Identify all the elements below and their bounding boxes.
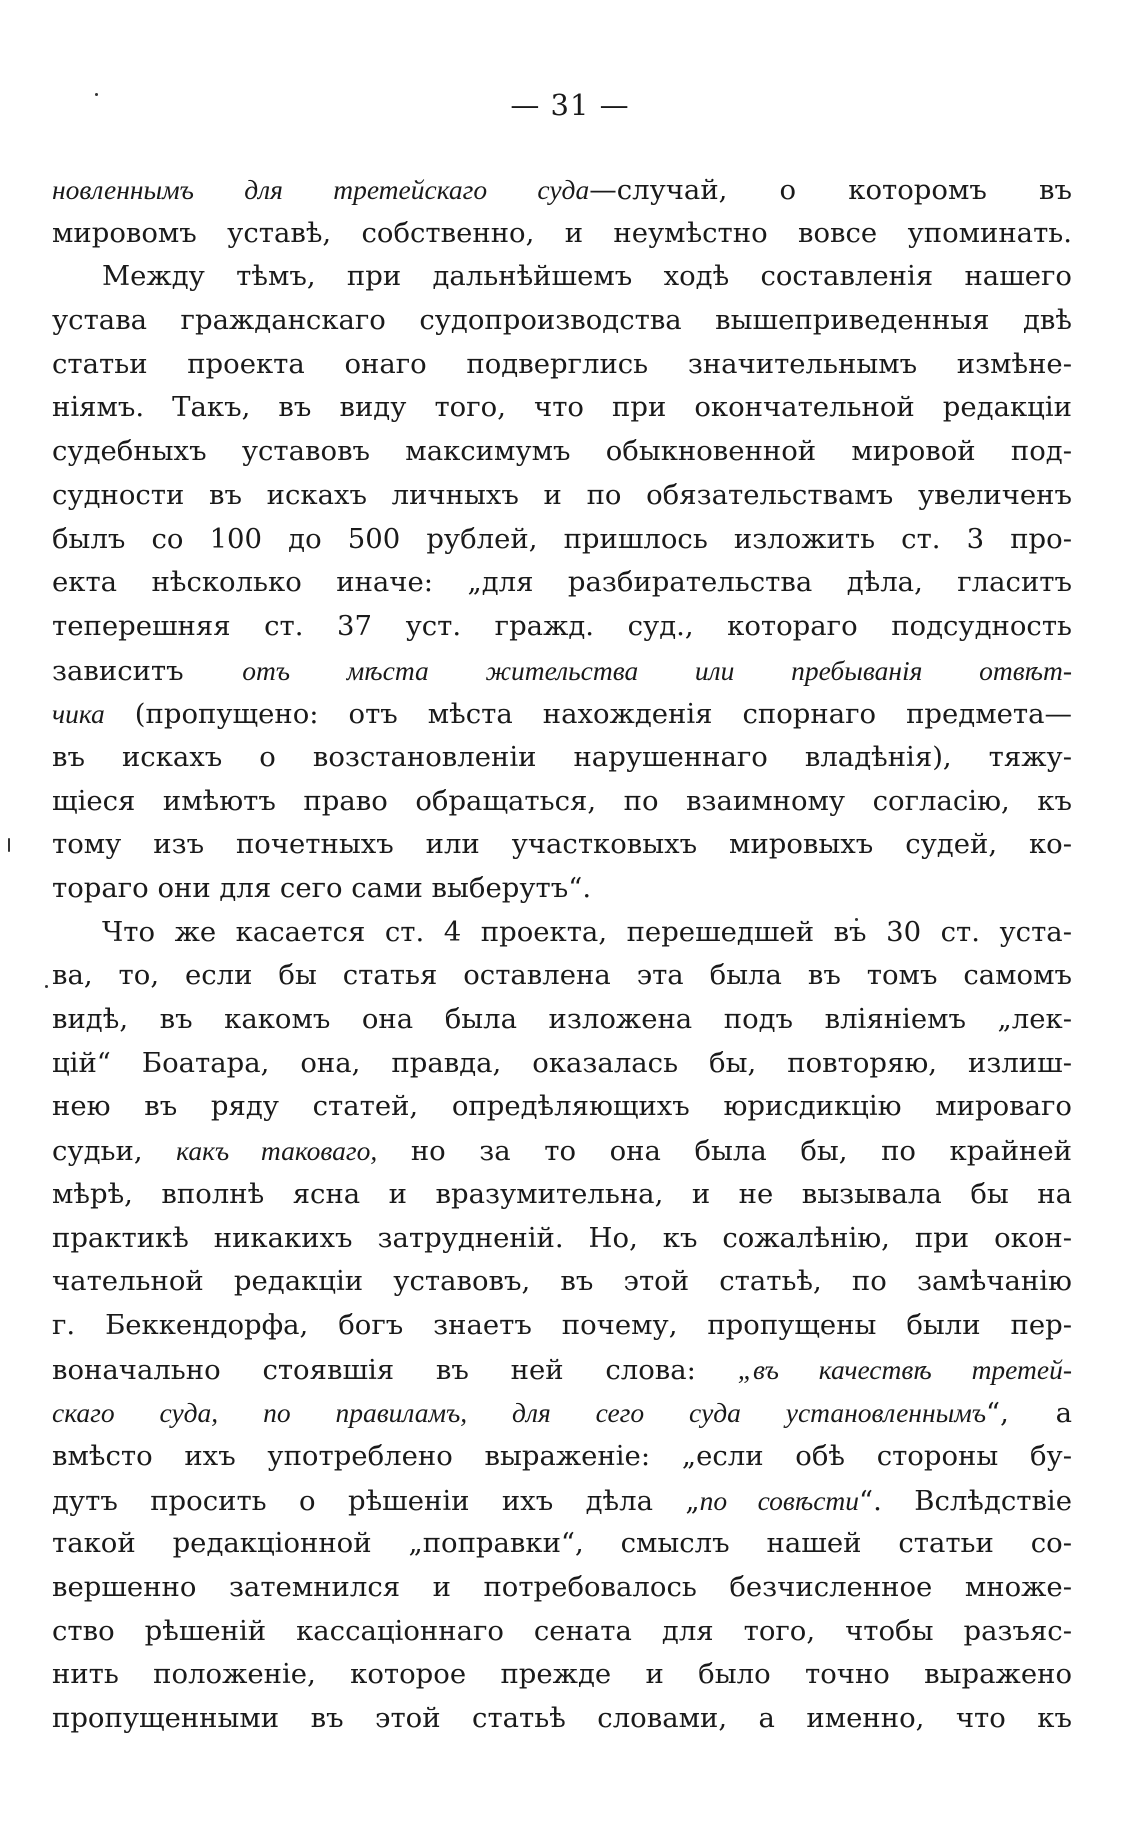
print-speck	[8, 838, 10, 852]
text-span: видѣ, въ какомъ она была изложена подъ вліяніемъ „лек-	[52, 1003, 1072, 1036]
text-span: былъ со 100 до 500 рублей, пришлось изложить ст. 3 про-	[52, 522, 1072, 555]
italic-span: скаго суда, по правиламъ, для сего суда установленнымъ	[52, 1397, 987, 1429]
text-span: дутъ просить о рѣшеніи ихъ дѣла „	[52, 1484, 700, 1517]
text-line	[52, 1522, 1072, 1566]
text-line	[52, 343, 1072, 387]
text-line	[52, 1610, 1072, 1654]
text-line	[52, 1260, 1072, 1304]
print-speck	[95, 93, 98, 96]
body-text	[52, 168, 1072, 1741]
text-line	[52, 736, 1072, 780]
text-span: нею въ ряду статей, опредѣляющихъ юрисдикцію мироваго	[52, 1090, 1072, 1123]
text-span: пропущенными въ этой статьѣ словами, а именно, что къ	[52, 1702, 1072, 1735]
print-speck	[45, 985, 48, 988]
text-span: (пропущено: отъ мѣста нахожденія спорнаго предмета—	[104, 698, 1072, 731]
text-span: вмѣсто ихъ употреблено выраженіе: „если обѣ стороны бу-	[52, 1439, 1072, 1472]
text-span: но за то она была бы, по крайней	[377, 1135, 1072, 1168]
text-span: воначально стоявшія въ ней слова:	[52, 1353, 738, 1386]
text-span: тому изъ почетныхъ или участковыхъ мировыхъ судей, ко-	[52, 828, 1072, 861]
text-line	[52, 1129, 1072, 1173]
text-line	[52, 823, 1072, 867]
text-span: ство рѣшеній кассаціоннаго сената для того, чтобы разъяс-	[52, 1614, 1072, 1647]
italic-span: какъ таковаго,	[176, 1135, 378, 1167]
text-span: судебныхъ уставовъ максимумъ обыкновенной мировой под-	[52, 435, 1072, 468]
italic-span: „въ качествѣ третей-	[737, 1353, 1072, 1385]
text-line	[52, 1348, 1072, 1392]
text-span: щіеся имѣютъ право обращаться, по взаимному согласію, къ	[52, 784, 1072, 817]
text-span: Что же касается ст. 4 проекта, перешедшей въ 30 ст. уста-	[102, 915, 1072, 948]
text-span: такой редакціонной „поправки“, смыслъ нашей статьи со-	[52, 1527, 1072, 1560]
text-span: Между тѣмъ, при дальнѣйшемъ ходѣ составленія нашего	[102, 260, 1072, 293]
text-span: ва, то, если бы статья оставлена эта была въ томъ самомъ	[52, 959, 1072, 992]
italic-span: новленнымъ для третейскаго суда	[52, 174, 590, 205]
text-line	[52, 430, 1072, 474]
text-line	[52, 518, 1072, 562]
text-span: практикѣ никакихъ затрудненій. Но, къ сожалѣнію, при окон-	[52, 1221, 1072, 1254]
text-span: тораго они для сего сами выберутъ“.	[52, 872, 592, 904]
text-span: “. Вслѣдствіе	[859, 1484, 1072, 1517]
text-line	[52, 911, 1072, 955]
text-line	[52, 168, 1072, 212]
text-span: цій“ Боатара, она, правда, оказалась бы, повторяю, излиш-	[52, 1046, 1072, 1079]
text-line	[52, 212, 1072, 256]
text-span: мѣрѣ, вполнѣ ясна и вразумительна, и не вызывала бы на	[52, 1177, 1072, 1210]
text-line	[52, 474, 1072, 518]
text-span: чательной редакціи уставовъ, въ этой статьѣ, по замѣчанію	[52, 1265, 1072, 1298]
text-span: екта нѣсколько иначе: „для разбирательства дѣла, гласитъ	[52, 566, 1072, 599]
text-span: мировомъ уставѣ, собственно, и неумѣстно вовсе упоминать.	[52, 216, 1072, 249]
text-span: въ искахъ о возстановленіи нарушеннаго владѣнія), тяжу-	[52, 740, 1072, 773]
text-line	[52, 1085, 1072, 1129]
text-span: судности въ искахъ личныхъ и по обязательствамъ увеличенъ	[52, 478, 1072, 511]
text-line	[52, 386, 1072, 430]
text-line	[52, 649, 1072, 693]
text-span: зависитъ	[52, 654, 243, 687]
text-span: теперешняя ст. 37 уст. гражд. суд., котораго подсудность	[52, 609, 1072, 642]
text-line	[52, 299, 1072, 343]
italic-span: по совѣсти	[699, 1484, 860, 1516]
text-line	[52, 1042, 1072, 1086]
text-line	[52, 998, 1072, 1042]
italic-span: чика	[52, 698, 105, 730]
text-line	[52, 1304, 1072, 1348]
text-span: г. Беккендорфа, богъ знаетъ почему, пропущены были пер-	[52, 1308, 1072, 1341]
text-line	[52, 867, 1072, 911]
text-line	[52, 1391, 1072, 1435]
text-span: “, а	[986, 1397, 1072, 1430]
text-line	[52, 255, 1072, 299]
text-span: —случай, о которомъ въ	[589, 174, 1072, 206]
text-span: устава гражданскаго судопроизводства вышеприведенныя двѣ	[52, 304, 1072, 337]
text-line	[52, 692, 1072, 736]
text-line	[52, 954, 1072, 998]
text-line	[52, 1479, 1072, 1523]
text-line	[52, 1173, 1072, 1217]
text-line	[52, 780, 1072, 824]
text-span: ніямъ. Такъ, въ виду того, что при окончательной редакціи	[52, 391, 1072, 424]
text-line	[52, 1697, 1072, 1741]
text-line	[52, 1217, 1072, 1261]
text-line	[52, 605, 1072, 649]
text-span: судьи,	[52, 1135, 177, 1168]
text-line	[52, 1566, 1072, 1610]
italic-span: отъ мѣста жительства или пребыванія отвѣт-	[242, 654, 1073, 686]
page-number: — 31 —	[510, 88, 630, 122]
text-line	[52, 561, 1072, 605]
text-span: нить положеніе, которое прежде и было точно выражено	[52, 1658, 1072, 1691]
text-span: статьи проекта онаго подверглись значительнымъ измѣне-	[52, 347, 1072, 380]
text-line	[52, 1653, 1072, 1697]
text-span: вершенно затемнился и потребовалось безчисленное множе-	[52, 1571, 1072, 1603]
text-line	[52, 1435, 1072, 1479]
